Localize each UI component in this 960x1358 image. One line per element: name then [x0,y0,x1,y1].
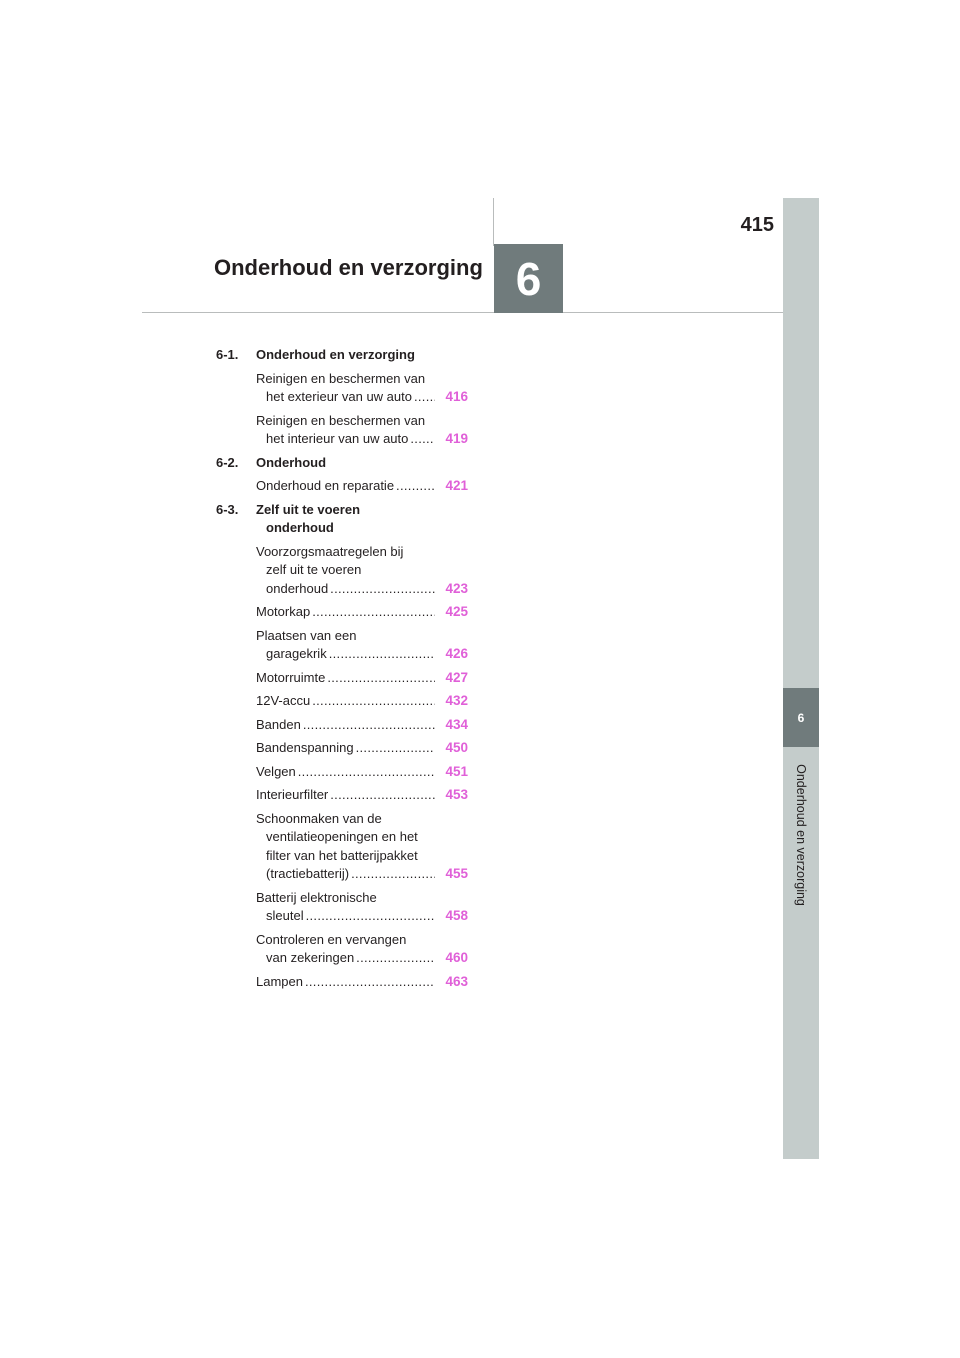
toc-entry-page-link[interactable]: 425 [445,604,468,619]
toc-entry-page-link[interactable]: 460 [445,950,468,965]
toc-entry[interactable] [256,603,468,622]
toc-entry-page-link[interactable]: 450 [445,740,468,755]
chapter-number-box: 6 [494,244,563,313]
toc-entry-page-link[interactable]: 416 [445,389,468,404]
toc-entry-text: Batterij elektronische [256,889,377,905]
toc-entry-page-link[interactable]: 419 [445,431,468,446]
toc-entry-page-link[interactable]: 451 [445,763,468,779]
toc-entry[interactable] [256,627,468,664]
toc-entry-last-line [256,716,468,735]
toc-entry-last-line [256,865,468,884]
toc-entry-page-link[interactable]: 434 [445,716,468,732]
toc-entry-text: onderhoud [266,580,329,596]
toc-entry[interactable] [256,543,468,599]
toc-section-heading [216,454,468,473]
toc-section-title-line: Zelf uit te voeren [256,501,361,517]
toc-entry-last-line [256,763,468,782]
toc-entry-text: Reinigen en beschermen van [256,370,426,386]
toc-entry-text: (tractiebatterij) [266,866,350,881]
toc-entry-text: Voorzorgsmaatregelen bij [256,543,404,559]
side-tab-label: Onderhoud en verzorging [794,764,808,906]
toc-entry-text: Banden [256,716,301,732]
toc-entry-text: Motorkap [256,604,311,619]
toc-section-title [256,454,468,473]
toc-entry-page-link[interactable]: 426 [445,646,468,661]
page-number: 415 [740,214,774,236]
toc-entry-last-line [256,949,468,968]
toc-entry-text: het exterieur van uw auto [266,389,412,404]
toc-entry-text: garagekrik [266,646,327,661]
toc-section-title [256,346,468,365]
toc-entry-leader [330,580,435,599]
toc-entry[interactable] [256,973,468,992]
toc-section-title [256,501,468,538]
toc-section-title-line: Onderhoud en verzorging [256,347,415,362]
toc-entry-last-line [256,477,468,496]
toc-entry-text: ventilatieopeningen en het [266,829,418,844]
toc-section-heading [216,346,468,365]
toc-entry-leader [306,907,435,926]
toc-entry-leader [396,477,435,496]
toc-entry-text: het interieur van uw auto [266,431,409,446]
toc-entry-last-line [256,580,468,599]
toc-entry-last-line [256,388,468,407]
toc-entry-text: van zekeringen [266,950,355,965]
toc-section-number: 6-1. [216,347,239,362]
toc-entry-page-link[interactable]: 432 [445,693,468,708]
toc-entry-leader [305,973,435,992]
toc-entry[interactable] [256,716,468,735]
toc-entry-text: Schoonmaken van de [256,810,382,826]
toc-entry[interactable] [256,786,468,805]
toc-entry-last-line [256,645,468,664]
toc-entry-text: Controleren en vervangen [256,931,407,947]
toc-entry-last-line [256,739,468,758]
toc-entry-text: Plaatsen van een [256,627,357,643]
toc-entry[interactable] [256,739,468,758]
toc-entry-page-link[interactable]: 421 [445,478,468,493]
toc-section-number: 6-3. [216,501,239,517]
toc-entry-text: 12V-accu [256,693,311,708]
toc-section-heading [216,501,468,538]
toc-entry-text: Motorruimte [256,669,326,685]
toc-entry[interactable] [256,931,468,968]
toc-entry-leader [298,763,435,782]
chapter-title: Onderhoud en verzorging [214,255,483,280]
toc-entry[interactable] [256,889,468,926]
toc-entry[interactable] [256,810,468,884]
toc-entry-text: Reinigen en beschermen van [256,412,426,428]
toc-entry-page-link[interactable]: 453 [445,787,468,802]
toc-entry[interactable] [256,692,468,711]
toc-entry-last-line [256,669,468,688]
toc-entry-text: Velgen [256,763,296,779]
toc-entry-text: zelf uit te voeren [266,562,362,577]
toc-entry[interactable] [256,763,468,782]
toc-entry-text: Lampen [256,973,303,989]
toc-entry-leader [327,669,435,688]
header-divider-horizontal [142,312,784,313]
toc-entry-page-link[interactable]: 455 [445,866,468,881]
toc-entry-last-line [256,786,468,805]
toc-entry[interactable] [256,412,468,449]
toc-entry-text: sleutel [266,908,304,923]
toc-entry-leader [356,739,435,758]
toc-entry-page-link[interactable]: 427 [445,669,468,685]
toc-entry-page-link[interactable]: 423 [445,580,468,596]
toc-entry[interactable] [256,669,468,688]
table-of-contents [216,346,468,996]
toc-entry-leader [303,716,435,735]
toc-entry-last-line [256,907,468,926]
header-divider-vertical [493,198,494,246]
side-tab-strip [783,198,819,1159]
toc-entry-last-line [256,430,468,449]
toc-entry-page-link[interactable]: 463 [445,973,468,989]
toc-entry-leader [312,603,435,622]
side-tab-chapter-marker[interactable]: 6 [783,688,819,747]
toc-entry-text: Interieurfilter [256,787,329,802]
toc-entry-last-line [256,603,468,622]
toc-entry-leader [410,430,435,449]
toc-entry-text: Bandenspanning [256,740,354,755]
toc-entry-leader [312,692,435,711]
toc-entry-text: Onderhoud en reparatie [256,478,395,493]
toc-section-title-line: Onderhoud [256,454,327,470]
toc-entry-text: filter van het batterijpakket [266,847,418,863]
toc-entry-leader [414,388,435,407]
toc-entry-leader [351,865,435,884]
toc-entry-leader [329,645,435,664]
toc-entry[interactable] [256,477,468,496]
toc-entry-leader [356,949,435,968]
toc-section-number: 6-2. [216,454,239,470]
toc-entry-page-link[interactable]: 458 [445,908,468,923]
toc-section-title-line: onderhoud [266,520,334,535]
toc-entry-leader [330,786,435,805]
toc-entry[interactable] [256,370,468,407]
toc-entry-last-line [256,973,468,992]
toc-entry-last-line [256,692,468,711]
